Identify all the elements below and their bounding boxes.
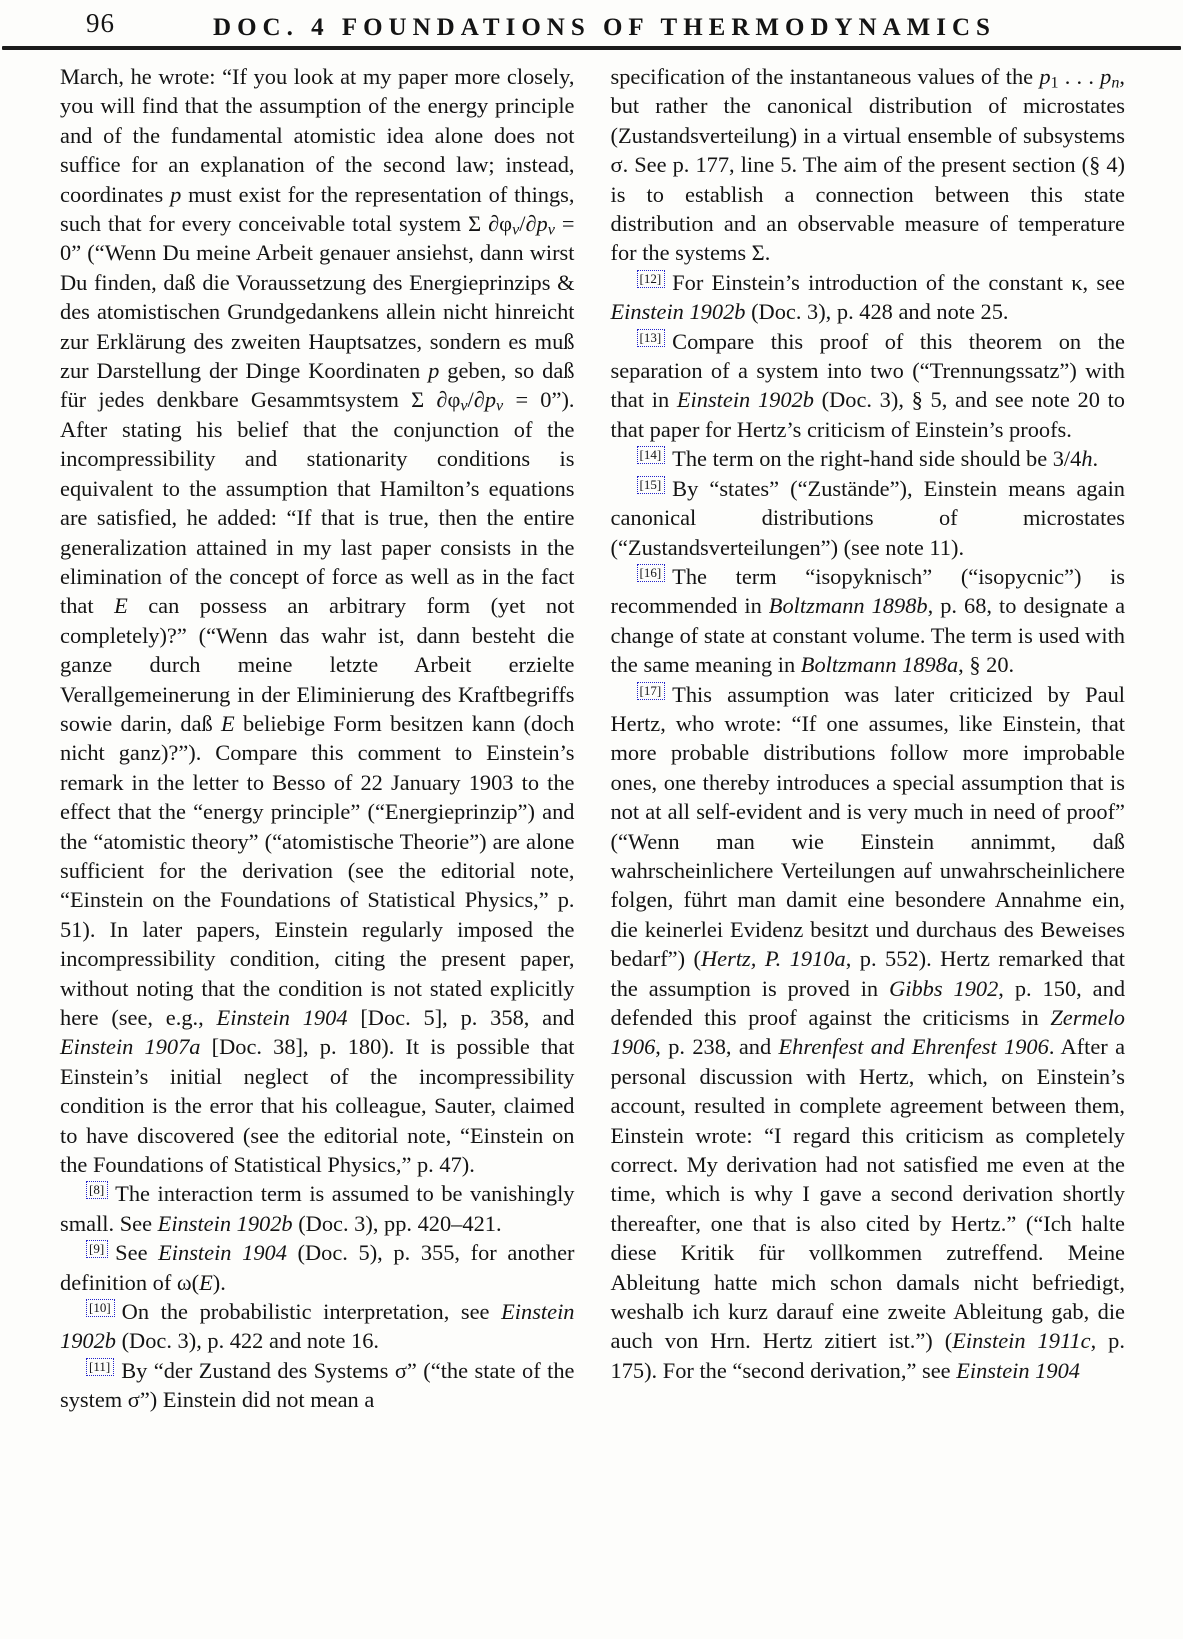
footnote-paragraph: [611, 327, 1126, 445]
text-run: E: [221, 710, 235, 736]
text-run: /∂: [519, 211, 537, 237]
text-run: Einstein 1902b: [676, 387, 814, 413]
text-run: The term on the right-hand side should be 3/4: [672, 446, 1082, 472]
text-run: (Doc. 3), p. 428 and note 25.: [745, 299, 1009, 325]
text-run: Einstein 1904: [956, 1357, 1080, 1383]
text-run: specification of the instantaneous values of the: [610, 64, 1040, 89]
text-run: ν: [460, 398, 468, 416]
text-run: (Doc. 3), pp. 420–421.: [292, 1210, 502, 1236]
text-run: On the probabilistic interpretation, see: [121, 1299, 502, 1325]
text-paragraph: [60, 62, 575, 1179]
footnote-number: [17]: [637, 682, 666, 700]
text-run: E: [199, 1269, 213, 1295]
text-run: Einstein 1911c: [952, 1328, 1091, 1354]
text-run: March, he wrote: “If you look at my paper more closely, you will find that the assumption of the energy principle and of the fundamental atomistic idea alone does not suffice for an explanation of the second law; instead, coordinates: [60, 64, 575, 207]
text-run: Ehrenfest and Ehrenfest 1906: [778, 1034, 1049, 1060]
text-run: ).: [212, 1269, 226, 1295]
running-title: DOC. 4 FOUNDATIONS OF THERMODYNAMICS: [213, 14, 996, 41]
text-run: Boltzmann 1898a: [800, 652, 959, 678]
text-run: , § 20.: [958, 652, 1015, 678]
text-run: . After a personal discussion with Hertz, which, on Einstein’s account, resulted in complete agreement between them, Einstein wrote: “I regard this criticism as completely correct. My derivation had not satisfied me even at the time, which is why I gave a second derivation shortly thereafter, one that is also cited by Hertz.” (“Ich halte diese Kritik für vollkommen zutreffend. Meine Ableitung hatte mich schon damals nicht befriedigt, weshalb ich kurz darauf eine zweite Ableitung gab, die auch von Hrn. Hertz zitiert ist.”) (: [610, 1034, 1126, 1354]
footnote-paragraph: [60, 1238, 575, 1297]
footnote-number: [13]: [637, 329, 666, 347]
text-run: p: [536, 211, 548, 237]
two-column-text: [0, 50, 1183, 1415]
left-column: [60, 62, 575, 1415]
footnote-number: [14]: [637, 446, 666, 464]
text-run: geben, so daß für jedes denkbare Gesammtsystem Σ ∂φ: [60, 358, 575, 413]
footnote-paragraph: [611, 268, 1126, 327]
text-run: (Doc. 3), p. 422 and note 16.: [115, 1328, 380, 1354]
text-run: , p. 68, to designate a change of state at constant volume. The term is used with the same meaning in: [610, 593, 1126, 678]
text-run: = 0”). After stating his belief that the conjunction of the incompressibility and stationarity conditions is equivalent to the assumption that Hamilton’s equations are satisfied, he added: “If that is true, then the entire generalization attained in my last paper consists in the elimination of the concept of force as well as in the fact that: [60, 387, 575, 619]
text-run: p: [484, 387, 497, 413]
text-run: , p. 150, and defended this proof against the criticisms in: [610, 975, 1126, 1030]
text-run: For Einstein’s introduction of the constant κ, see: [672, 269, 1125, 295]
text-run: .: [1092, 446, 1099, 472]
text-run: h: [1081, 446, 1093, 472]
text-run: The interaction term is assumed to be vanishingly small. See: [60, 1181, 575, 1236]
footnote-number: [16]: [637, 564, 666, 582]
footnote-paragraph: [611, 474, 1126, 562]
footnote-paragraph: [611, 680, 1126, 1386]
text-run: The term “isopyknisch” (“isopycnic”) is recommended in: [610, 563, 1125, 619]
text-run: 1: [1050, 74, 1059, 92]
text-run: . . .: [1058, 64, 1101, 89]
footnote-number: [11]: [86, 1358, 114, 1376]
text-run: Einstein 1902b: [157, 1210, 293, 1236]
text-run: p: [428, 358, 440, 384]
footnote-number: [9]: [86, 1240, 108, 1258]
text-run: Compare this proof of this theorem on the separation of a system into two (“Trennungssatz”) with that in: [610, 328, 1125, 413]
text-paragraph: [611, 62, 1126, 268]
page-header: [0, 0, 1183, 42]
footnote-paragraph: [60, 1356, 575, 1415]
text-run: , but rather the canonical distribution of microstates (Zustandsverteilung) in a virtual ensemble of subsystems σ. See p. 177, line 5. The aim of the present section (§ 4) is to establish a connection between this state distribution and an observable measure of temperature for the systems Σ.: [610, 64, 1126, 266]
text-run: [Doc. 38], p. 180). It is possible that Einstein’s initial neglect of the incompressibility condition is the error that his colleague, Sauter, claimed to have discovered (see the editorial note, “Einstein on the Foundations of Statistical Physics,” p. 47).: [60, 1034, 575, 1178]
text-run: Einstein 1907a: [60, 1034, 201, 1060]
text-run: Hertz, P. 1910a: [701, 946, 846, 972]
text-run: Gibbs 1902: [889, 975, 999, 1001]
footnote-paragraph: [611, 562, 1126, 680]
text-run: [Doc. 5], p. 358, and: [347, 1005, 575, 1030]
text-run: Einstein 1904: [158, 1240, 287, 1266]
footnote-number: [15]: [637, 476, 666, 494]
text-run: can possess an arbitrary form (yet not completely)?” (“Wenn das wahr ist, dann besteht die ganze durch meine letzte Arbeit erzielte Verallgemeinerung in der Eliminierung des Kraftbegriffs sowie darin, daß: [60, 593, 575, 736]
text-run: By “der Zustand des Systems σ” (“the state of the system σ”) Einstein did not mean a: [60, 1357, 575, 1413]
text-run: Boltzmann 1898b: [768, 593, 928, 619]
text-run: ν: [496, 398, 504, 416]
text-run: , p. 175). For the “second derivation,” see: [610, 1328, 1125, 1383]
footnote-number: [12]: [637, 270, 666, 288]
footnote-paragraph: [60, 1297, 575, 1356]
footnote-paragraph: [60, 1179, 575, 1238]
text-run: This assumption was later criticized by Paul Hertz, who wrote: “If one assumes, like Einstein, that more probable distributions follow more improbable ones, one thereby introduces a special assumption that is not at all self-evident and is very much in need of proof” (“Wenn man wie Einstein annimmt, daß wahrscheinlichere Verteilungen auf unwahrscheinlichere folgen, führt man damit eine besondere Annahme ein, die keinerlei Evidenz besitzt und durchaus des Beweises bedarf”) (: [610, 681, 1125, 972]
text-run: p: [1039, 64, 1051, 89]
text-run: Zermelo 1906: [610, 1005, 1125, 1060]
text-run: Einstein 1902b: [60, 1299, 575, 1354]
text-run: n: [1111, 74, 1120, 92]
text-run: /∂: [467, 387, 485, 413]
text-run: See: [115, 1240, 159, 1266]
text-run: p: [1100, 64, 1112, 89]
text-run: must exist for the representation of things, such that for every conceivable total system Σ ∂φ: [60, 181, 575, 237]
text-run: E: [114, 593, 128, 619]
page-number: 96: [86, 8, 115, 38]
text-run: Einstein 1904: [216, 1005, 348, 1030]
text-run: = 0” (“Wenn Du meine Arbeit genauer ansiehst, dann wirst Du finden, daß die Voraussetzung des Energieprinzips & des atomistischen Grundgedankens allein nicht hinreicht zur Erklärung des zweiten Hauptsatzes, sondern es muß zur Darstellung der Dinge Koordinaten: [60, 211, 575, 384]
text-run: ν: [547, 221, 555, 239]
footnote-number: [10]: [86, 1299, 115, 1317]
footnote-number: [8]: [86, 1181, 108, 1199]
text-run: , p. 238, and: [655, 1034, 779, 1060]
text-run: beliebige Form besitzen kann (doch nicht ganz)?”). Compare this comment to Einstein’s remark in the letter to Besso of 22 January 1903 to the effect that the “energy principle” (“Energieprinzip”) and the “atomistic theory” (“atomistische Theorie”) are alone sufficient for the derivation (see the editorial note, “Einstein on the Foundations of Statistical Physics,” p. 51). In later papers, Einstein regularly imposed the incompressibility condition, citing the present paper, without noting that the condition is not stated explicitly here (see, e.g.,: [60, 710, 575, 1030]
text-run: By “states” (“Zustände”), Einstein means again canonical distributions of microstates (“Zustandsverteilungen”) (see note 11).: [610, 475, 1125, 560]
text-run: (Doc. 3), § 5, and see note 20 to that paper for Hertz’s criticism of Einstein’s proofs.: [610, 387, 1126, 442]
right-column: [611, 62, 1126, 1415]
footnote-paragraph: [611, 444, 1126, 473]
text-run: ν: [512, 221, 520, 239]
text-run: p: [170, 181, 182, 207]
text-run: Einstein 1902b: [610, 299, 746, 325]
text-run: , p. 552). Hertz remarked that the assumption is proved in: [610, 946, 1125, 1001]
text-run: (Doc. 5), p. 355, for another definition of ω(: [60, 1240, 575, 1295]
